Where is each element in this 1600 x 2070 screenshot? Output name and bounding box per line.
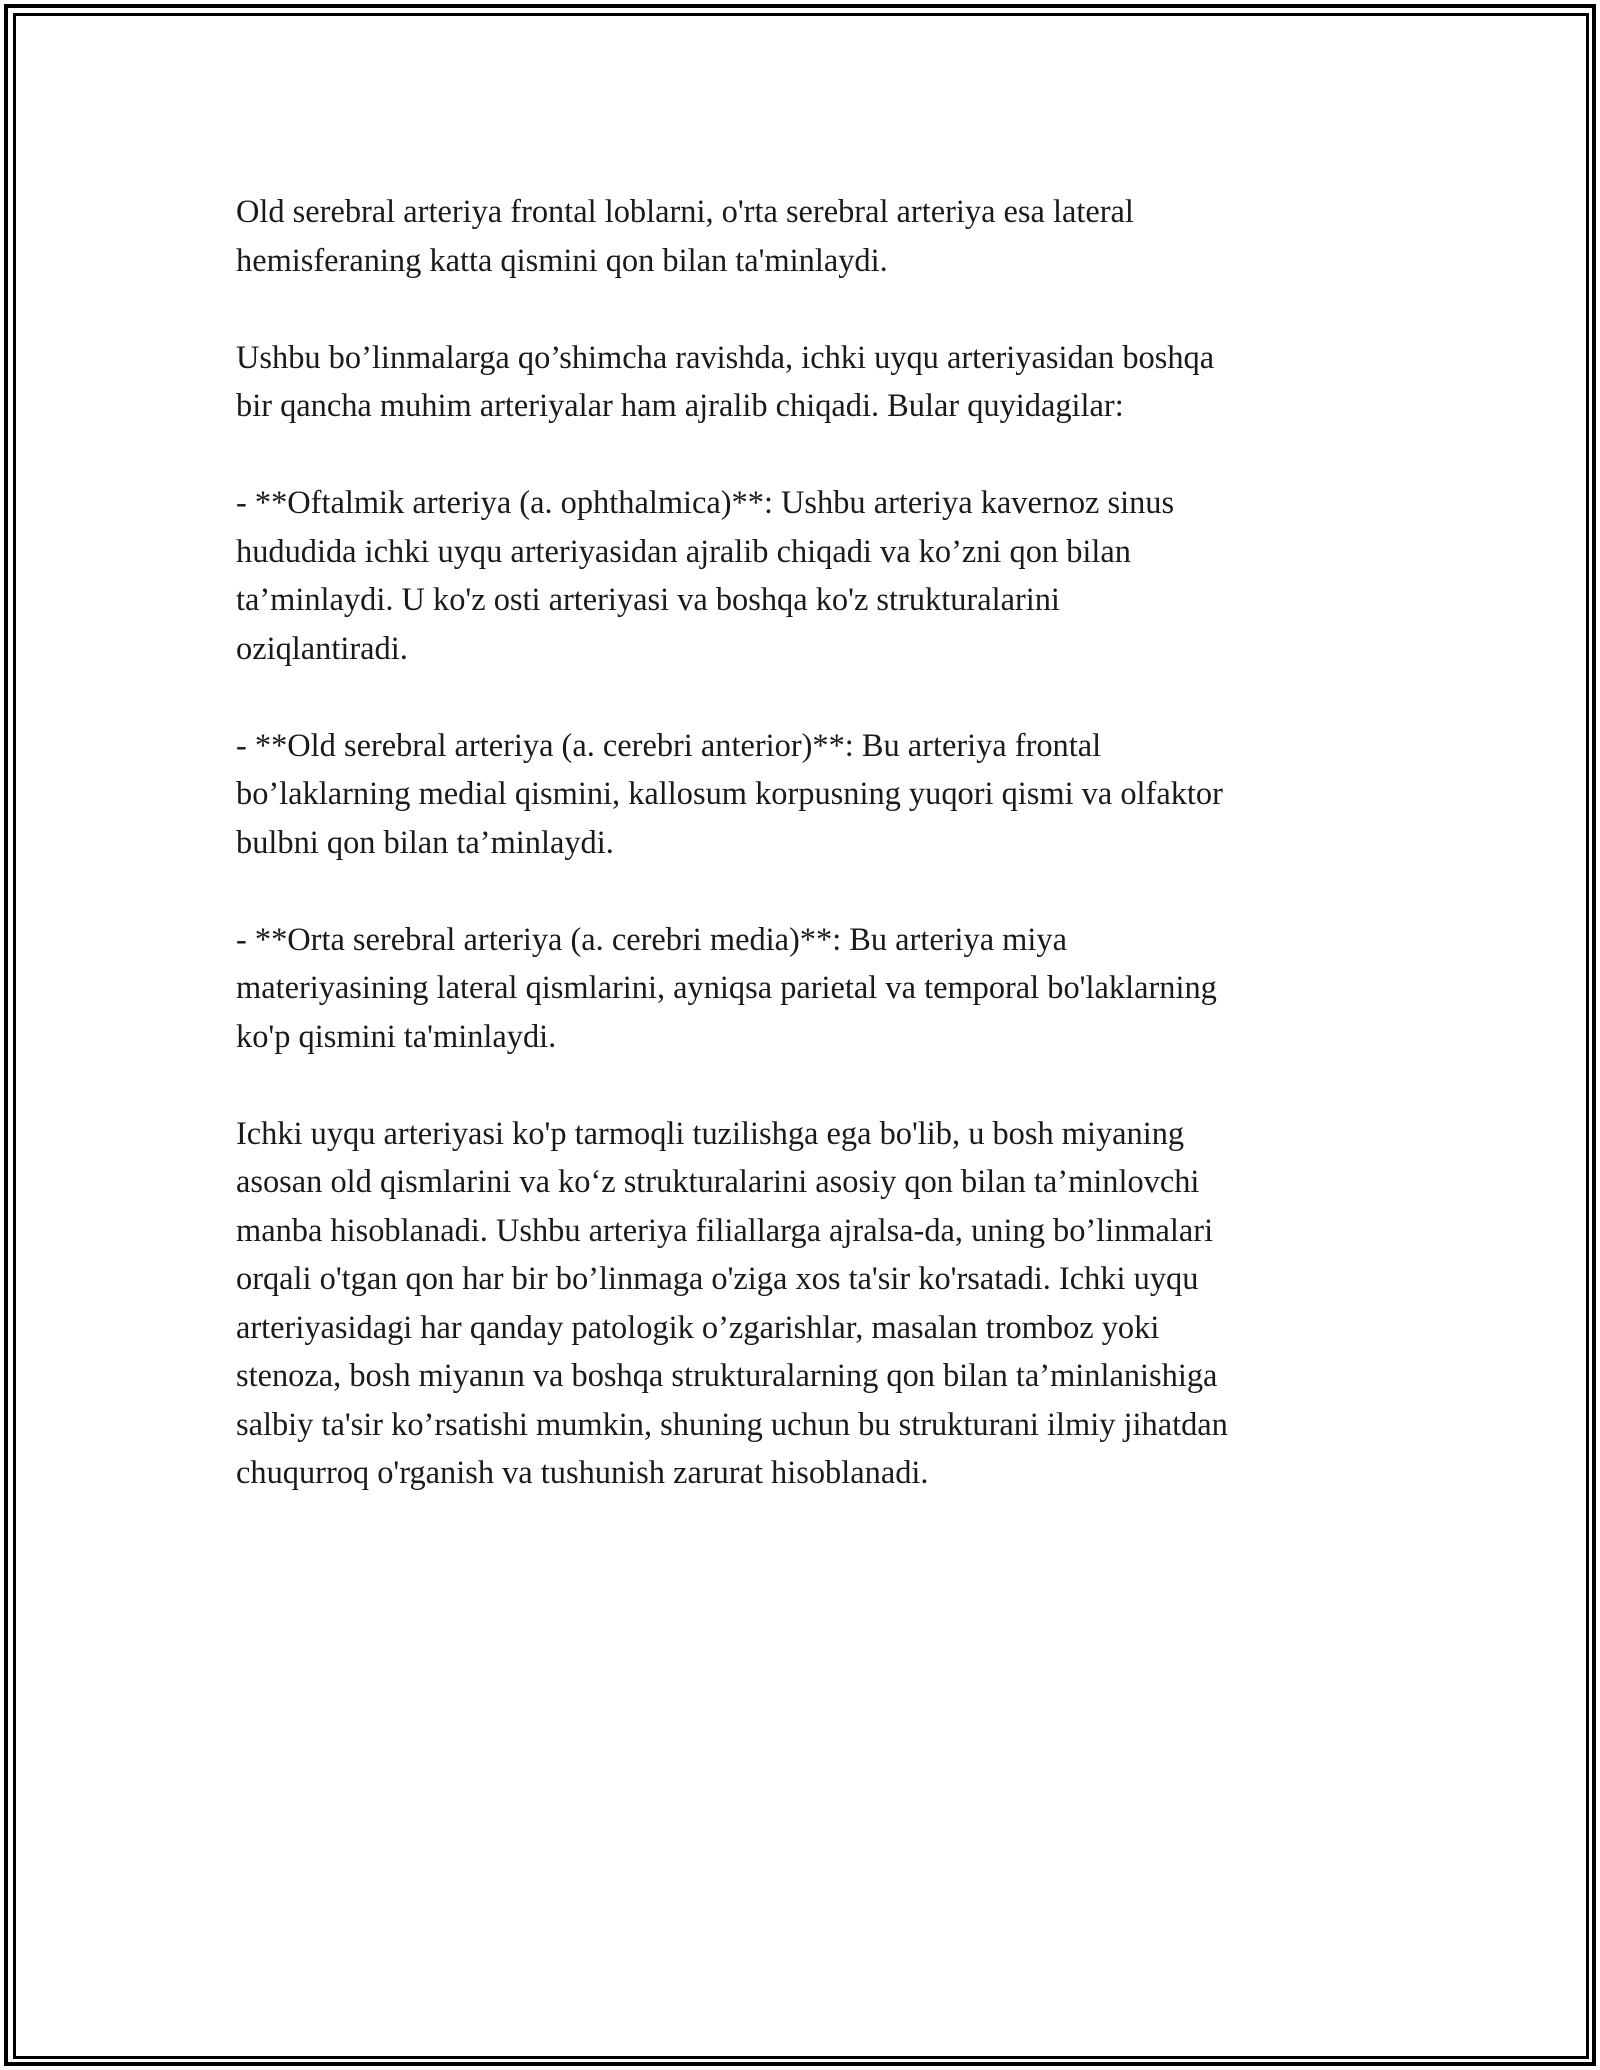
paragraph-branches-intro: Ushbu bo’linmalarga qo’shimcha ravishda, ichki uyqu arteriyasidan boshqa bir qancha muhim arteriyalar ham ajralib chiqadi. Bular quyidagilar: <box>236 339 1215 424</box>
paragraph-intro: Old serebral arteriya frontal loblarni, o'rta serebral arteriya esa lateral hemisferaning katta qismini qon bilan ta'minlaydi. <box>236 194 1134 279</box>
list-item-ophthalmic-artery: - **Oftalmik arteriya (a. ophthalmica)**: Ushbu arteriya kavernoz sinus hududida ichki uyqu arteriyasidan ajralib chiqadi va ko’zni qon bilan ta’minlaydi. U ko'z osti arteriyasi va boshqa ko'z strukturalarini oziqlantiradi. <box>236 485 1175 667</box>
document-body <box>236 188 1366 1498</box>
paragraph-conclusion: Ichki uyqu arteriyasi ko'p tarmoqli tuzilishga ega bo'lib, u bosh miyaning asosan old qismlarini va ko‘z strukturalarini asosiy qon bilan ta’minlovchi manba hisoblanadi. Ushbu arteriya filiallarga ajralsa-da, uning bo’linmalari orqali o'tgan qon har bir bo’linmaga o'ziga xos ta'sir ko'rsatadi. Ichki uyqu arteriyasidagi har qanday patologik o’zgarishlar, masalan tromboz yoki stenoza, bosh miyanın va boshqa strukturalarning qon bilan ta’minlanishiga salbiy ta'sir ko’rsatishi mumkin, shuning uchun bu strukturani ilmiy jihatdan chuqurroq o'rganish va tushunish zarurat hisoblanadi. <box>236 1115 1228 1491</box>
list-item-anterior-cerebral-artery: - **Old serebral arteriya (a. cerebri anterior)**: Bu arteriya frontal bo’laklarning medial qismini, kallosum korpusning yuqori qismi va olfaktor bulbni qon bilan ta’minlaydi. <box>236 727 1223 861</box>
list-item-middle-cerebral-artery: - **Orta serebral arteriya (a. cerebri media)**: Bu arteriya miya materiyasining lateral qismlarini, ayniqsa parietal va temporal bo'laklarning ko'p qismini ta'minlaydi. <box>236 921 1217 1055</box>
